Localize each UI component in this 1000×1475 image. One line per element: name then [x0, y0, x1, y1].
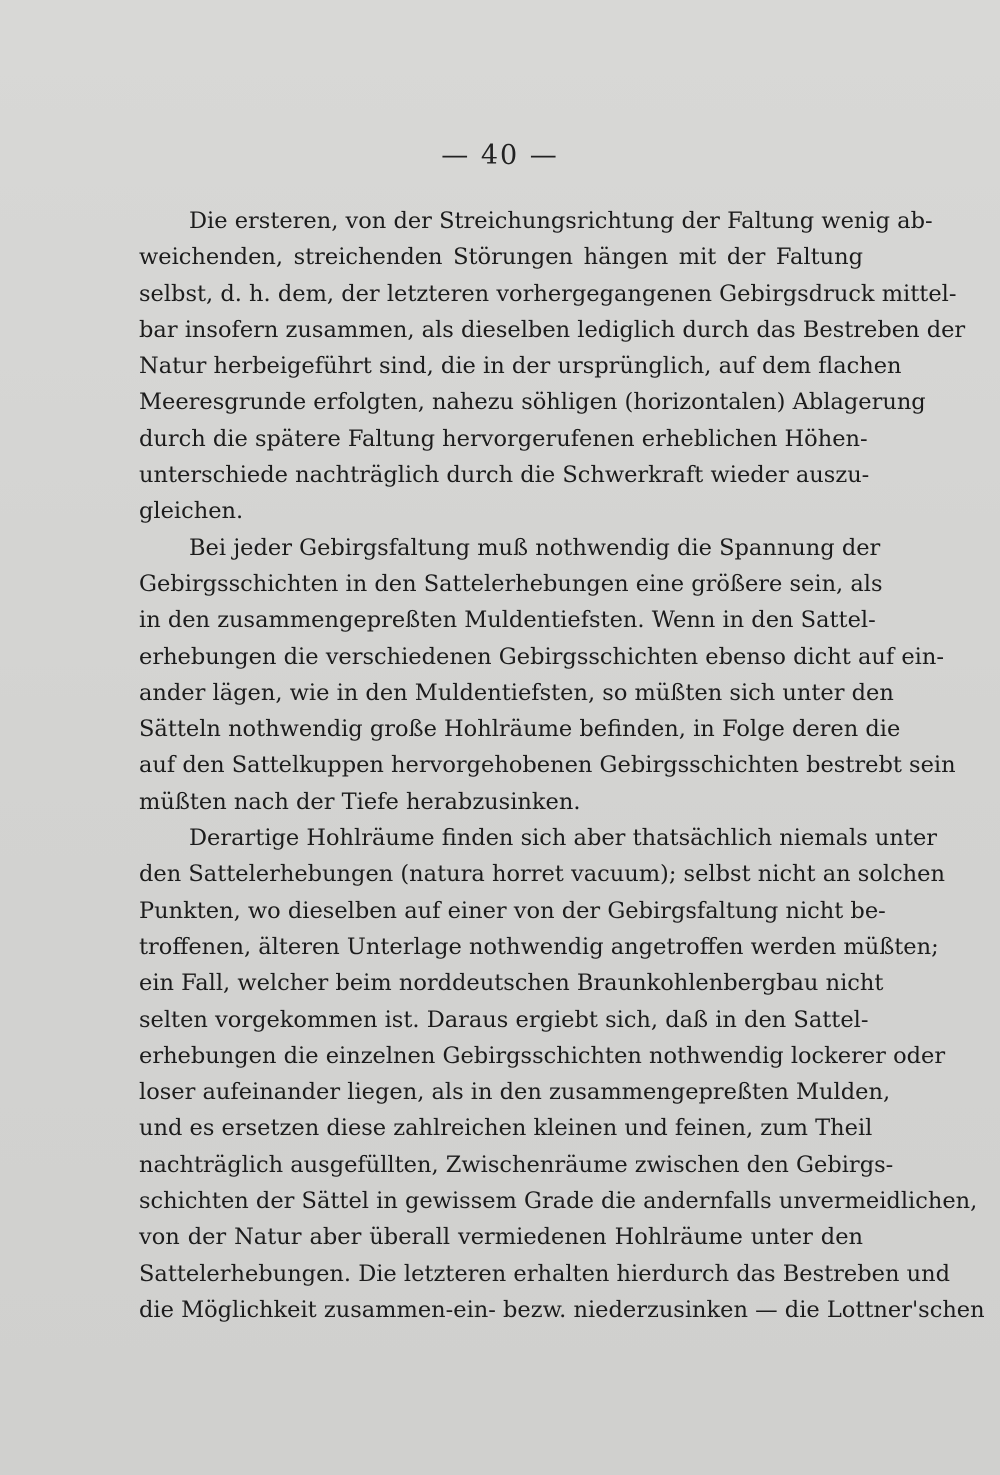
text-line: Die ersteren, von der Streichungsrichtung der Faltung wenig ab- — [189, 208, 933, 234]
text-line: Meeresgrunde erfolgten, nahezu söhligen (horizontalen) Ablagerung — [139, 389, 926, 416]
text-line: nachträglich ausgefüllten, Zwischenräume zwischen den Gebirgs- — [139, 1151, 894, 1178]
text-line: troffenen, älteren Unterlage nothwendig angetroffen werden müßten; — [139, 933, 939, 960]
text-line: durch die spätere Faltung hervorgerufenen erheblichen Höhen- — [139, 425, 868, 452]
text-line: gleichen. — [139, 498, 244, 525]
text-line: selten vorgekommen ist. Daraus ergiebt sich, daß in den Sattel- — [139, 1006, 869, 1033]
text-line: loser aufeinander liegen, als in den zusammengepreßten Mulden, — [139, 1079, 891, 1106]
text-line: Gebirgsschichten in den Sattelerhebungen eine größere sein, als — [139, 570, 883, 597]
text-line: den Sattelerhebungen (natura horret vacuum); selbst nicht an solchen — [139, 861, 945, 888]
text-line: Natur herbeigeführt sind, die in der ursprünglich, auf dem flachen — [139, 353, 902, 380]
text-line: ein Fall, welcher beim norddeutschen Braunkohlenbergbau nicht — [139, 970, 884, 997]
body-text — [139, 203, 985, 1328]
text-line: schichten der Sättel in gewissem Grade die andernfalls unvermeidlichen, — [139, 1188, 978, 1215]
text-line: erhebungen die verschiedenen Gebirgsschichten ebenso dicht auf ein- — [139, 643, 944, 670]
text-line: müßten nach der Tiefe herabzusinken. — [139, 788, 581, 815]
text-line: in den zusammengepreßten Muldentiefsten. Wenn in den Sattel- — [139, 607, 876, 634]
text-line: die Möglichkeit zusammen-ein- bezw. niederzusinken — die Lottner'schen — [139, 1296, 985, 1323]
text-line: unterschiede nachträglich durch die Schwerkraft wieder auszu- — [139, 462, 870, 489]
text-line: auf den Sattelkuppen hervorgehobenen Gebirgsschichten bestrebt sein — [139, 752, 956, 779]
text-line: Derartige Hohlräume finden sich aber thatsächlich niemals unter — [189, 825, 938, 852]
text-line: Sätteln nothwendig große Hohlräume befinden, in Folge deren die — [139, 716, 901, 743]
text-line: Bei jeder Gebirgsfaltung muß nothwendig die Spannung der — [189, 534, 881, 561]
text-line: weichenden, streichenden Störungen hängen mit der Faltung — [139, 244, 863, 271]
text-line: Sattelerhebungen. Die letzteren erhalten hierdurch das Bestreben und — [139, 1260, 950, 1287]
page-number: — 40 — — [441, 140, 559, 171]
text-line: von der Natur aber überall vermiedenen Hohlräume unter den — [139, 1224, 863, 1251]
text-line: bar insofern zusammen, als dieselben lediglich durch das Bestreben der — [139, 316, 966, 343]
text-line: und es ersetzen diese zahlreichen kleinen und feinen, zum Theil — [139, 1115, 873, 1142]
text-line: erhebungen die einzelnen Gebirgsschichten nothwendig lockerer oder — [139, 1042, 946, 1069]
text-line: selbst, d. h. dem, der letzteren vorhergegangenen Gebirgsdruck mittel- — [139, 280, 957, 307]
text-line: ander lägen, wie in den Muldentiefsten, so müßten sich unter den — [139, 679, 894, 706]
text-line: Punkten, wo dieselben auf einer von der Gebirgsfaltung nicht be- — [139, 897, 886, 924]
